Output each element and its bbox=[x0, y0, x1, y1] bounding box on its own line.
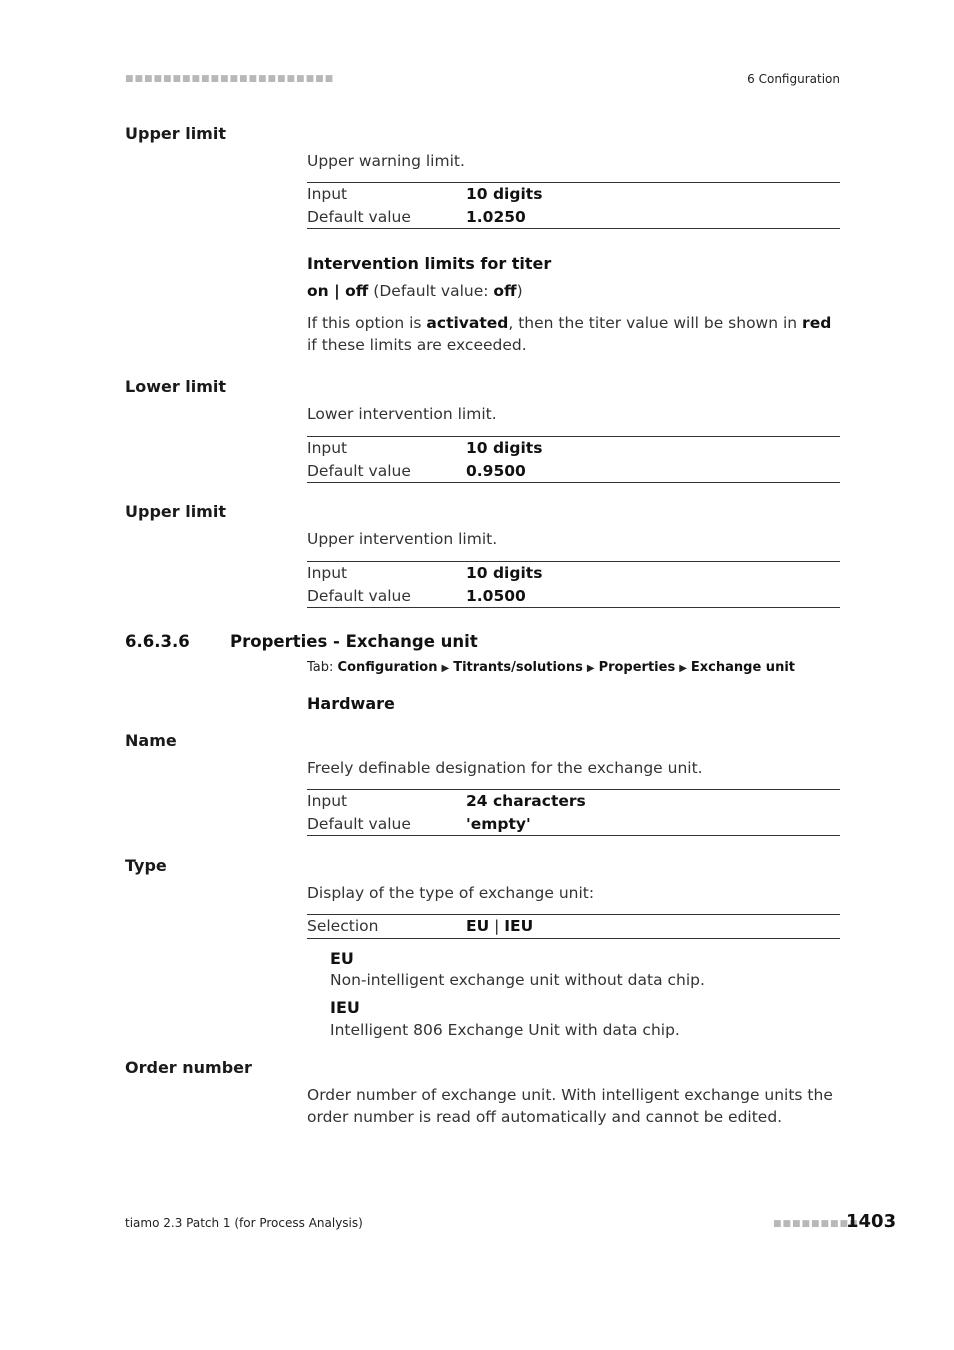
name-desc: Freely definable designation for the exchange unit. bbox=[307, 759, 703, 777]
type-desc: Display of the type of exchange unit: bbox=[307, 884, 595, 902]
off-option: off bbox=[345, 282, 369, 300]
tab-path-item: Exchange unit bbox=[690, 660, 795, 675]
table-row bbox=[307, 562, 840, 585]
input-value: 10 digits bbox=[466, 439, 543, 457]
on-option: on bbox=[307, 282, 329, 300]
table-row bbox=[307, 585, 840, 608]
arrow-right-icon: ▶ bbox=[679, 663, 687, 674]
default-value: 1.0500 bbox=[466, 586, 526, 605]
tab-path-item: Titrants/solutions bbox=[453, 660, 583, 675]
table-row bbox=[307, 915, 840, 938]
lower-intervention-desc: Lower intervention limit. bbox=[307, 405, 497, 423]
page-number: 1403 bbox=[846, 1211, 897, 1232]
intervention-limits-heading: Intervention limits for titer bbox=[307, 254, 552, 273]
upper-intervention-table bbox=[307, 561, 840, 608]
footer-product: tiamo 2.3 Patch 1 (for Process Analysis) bbox=[125, 1216, 363, 1230]
table-row bbox=[307, 790, 840, 813]
arrow-right-icon: ▶ bbox=[586, 663, 595, 674]
table-row bbox=[307, 183, 840, 206]
order-number-desc: Order number of exchange unit. With intelligent exchange units the order number is read off automatically and cannot be edited. bbox=[307, 1086, 833, 1126]
desc-bold: activated bbox=[426, 314, 509, 332]
desc-text: If this option is bbox=[307, 314, 427, 332]
desc-bold: red bbox=[802, 314, 832, 332]
option-ieu-desc: Intelligent 806 Exchange Unit with data chip. bbox=[330, 1021, 680, 1039]
hardware-heading: Hardware bbox=[307, 694, 395, 713]
selection-key: Selection bbox=[307, 917, 379, 935]
option-ieu-title: IEU bbox=[330, 998, 360, 1017]
separator: | bbox=[328, 282, 346, 300]
table-row bbox=[307, 206, 840, 229]
selection-eu: EU bbox=[466, 917, 490, 935]
input-value: 10 digits bbox=[466, 185, 543, 203]
upper-warning-desc: Upper warning limit. bbox=[307, 152, 465, 170]
input-key: Input bbox=[307, 564, 348, 582]
selection-values bbox=[466, 915, 533, 938]
lower-intervention-table bbox=[307, 436, 840, 483]
chapter-title: 6 Configuration bbox=[747, 72, 840, 86]
option-eu-title: EU bbox=[330, 949, 354, 968]
default-key: Default value bbox=[307, 586, 411, 605]
footer-decoration: ■■■■■■■■■ bbox=[773, 1219, 859, 1229]
default-key: Default value bbox=[307, 461, 411, 480]
default-value: 1.0250 bbox=[466, 207, 526, 226]
intervention-desc bbox=[307, 312, 840, 356]
input-key: Input bbox=[307, 792, 348, 810]
default-value: 0.9500 bbox=[466, 461, 526, 480]
default-value: off bbox=[493, 282, 517, 300]
name-table bbox=[307, 789, 840, 836]
table-row bbox=[307, 460, 840, 483]
desc-text: , then the titer value will be shown in bbox=[508, 314, 803, 332]
upper-intervention-desc: Upper intervention limit. bbox=[307, 530, 498, 548]
param-name: Name bbox=[125, 731, 177, 750]
desc-text: if these limits are exceeded. bbox=[307, 336, 527, 354]
section-title: Properties - Exchange unit bbox=[230, 632, 478, 651]
default-prefix: (Default value: bbox=[368, 282, 494, 300]
param-type: Type bbox=[125, 856, 167, 875]
separator: | bbox=[489, 917, 505, 935]
default-key: Default value bbox=[307, 207, 411, 226]
input-key: Input bbox=[307, 185, 348, 203]
param-order-number: Order number bbox=[125, 1058, 252, 1077]
option-eu-desc: Non-intelligent exchange unit without data chip. bbox=[330, 971, 705, 989]
param-lower-limit: Lower limit bbox=[125, 377, 227, 396]
header-decoration: ■■■■■■■■■■■■■■■■■■■■■■ bbox=[125, 74, 335, 84]
default-key: Default value bbox=[307, 814, 411, 833]
intervention-onoff bbox=[307, 280, 840, 302]
input-value: 10 digits bbox=[466, 564, 543, 582]
type-table bbox=[307, 914, 840, 939]
selection-ieu: IEU bbox=[504, 917, 534, 935]
section-number: 6.6.3.6 bbox=[125, 632, 190, 651]
tab-path-item: Properties bbox=[598, 660, 676, 675]
table-row bbox=[307, 437, 840, 460]
input-key: Input bbox=[307, 439, 348, 457]
upper-warning-table bbox=[307, 182, 840, 229]
input-value: 24 characters bbox=[466, 792, 586, 810]
arrow-right-icon: ▶ bbox=[441, 663, 450, 674]
param-upper-limit: Upper limit bbox=[125, 502, 226, 521]
param-upper-warning-limit: Upper limit bbox=[125, 124, 226, 143]
tab-prefix: Tab: bbox=[307, 660, 338, 675]
tab-path-item: Configuration bbox=[337, 660, 438, 675]
tab-path bbox=[307, 660, 795, 675]
default-suffix: ) bbox=[516, 282, 523, 300]
default-value: 'empty' bbox=[466, 814, 531, 833]
table-row bbox=[307, 813, 840, 836]
